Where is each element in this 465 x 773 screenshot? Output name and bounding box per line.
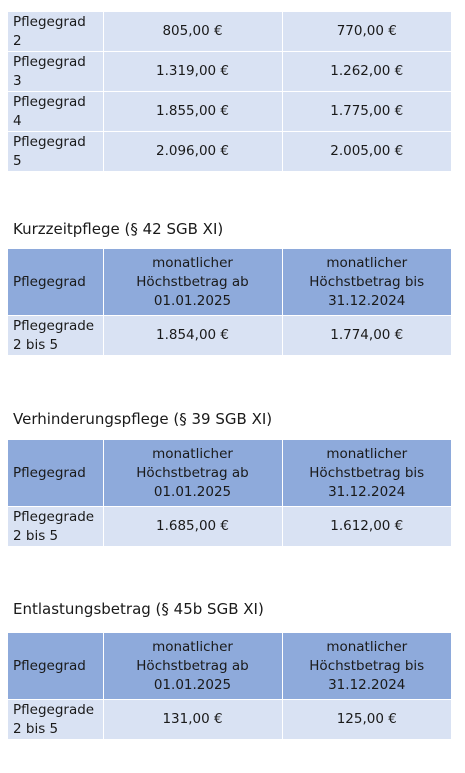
header-pflegegrad: Pflegegrad [8,440,103,507]
amount-2025-cell: 805,00 € [103,12,282,52]
header-pflegegrad: Pflegegrad [8,633,103,700]
kurzzeitpflege-table [8,249,451,356]
amount-2024-cell: 2.005,00 € [282,132,451,172]
header-bis-2024: monatlicher Höchstbetrag bis 31.12.2024 [282,440,451,507]
grade-cell: Pflegegrad 2 [8,12,103,52]
header-ab-2025: monatlicher Höchstbetrag ab 01.01.2025 [103,633,282,700]
kurzzeitpflege-heading: Kurzzeitpflege (§ 42 SGB XI) [13,220,224,238]
header-pflegegrad: Pflegegrad [8,249,103,316]
table-header-row [8,633,451,700]
grade-cell: Pflegegrade 2 bis 5 [8,507,103,547]
table-row [8,700,451,740]
verhinderungspflege-table [8,440,451,547]
table-row [8,316,451,356]
amount-2024-cell: 125,00 € [282,700,451,740]
entlastungsbetrag-table [8,633,451,740]
table-row [8,52,451,92]
header-bis-2024: monatlicher Höchstbetrag bis 31.12.2024 [282,633,451,700]
amount-2025-cell: 131,00 € [103,700,282,740]
table-row [8,507,451,547]
amount-2024-cell: 1.774,00 € [282,316,451,356]
header-bis-2024: monatlicher Höchstbetrag bis 31.12.2024 [282,249,451,316]
header-ab-2025: monatlicher Höchstbetrag ab 01.01.2025 [103,440,282,507]
grade-cell: Pflegegrade 2 bis 5 [8,700,103,740]
amount-2024-cell: 1.612,00 € [282,507,451,547]
amount-2025-cell: 1.855,00 € [103,92,282,132]
table-header-row [8,249,451,316]
grade-cell: Pflegegrad 5 [8,132,103,172]
amount-2025-cell: 2.096,00 € [103,132,282,172]
header-ab-2025: monatlicher Höchstbetrag ab 01.01.2025 [103,249,282,316]
table-row [8,132,451,172]
amount-2025-cell: 1.685,00 € [103,507,282,547]
amount-2024-cell: 1.262,00 € [282,52,451,92]
grade-cell: Pflegegrad 4 [8,92,103,132]
entlastungsbetrag-heading: Entlastungsbetrag (§ 45b SGB XI) [13,600,264,618]
amount-2024-cell: 770,00 € [282,12,451,52]
amount-2025-cell: 1.319,00 € [103,52,282,92]
grade-cell: Pflegegrade 2 bis 5 [8,316,103,356]
pflegegrad-table [8,12,451,172]
amount-2025-cell: 1.854,00 € [103,316,282,356]
table-header-row [8,440,451,507]
verhinderungspflege-heading: Verhinderungspflege (§ 39 SGB XI) [13,410,273,428]
grade-cell: Pflegegrad 3 [8,52,103,92]
table-row [8,92,451,132]
amount-2024-cell: 1.775,00 € [282,92,451,132]
table-row [8,12,451,52]
